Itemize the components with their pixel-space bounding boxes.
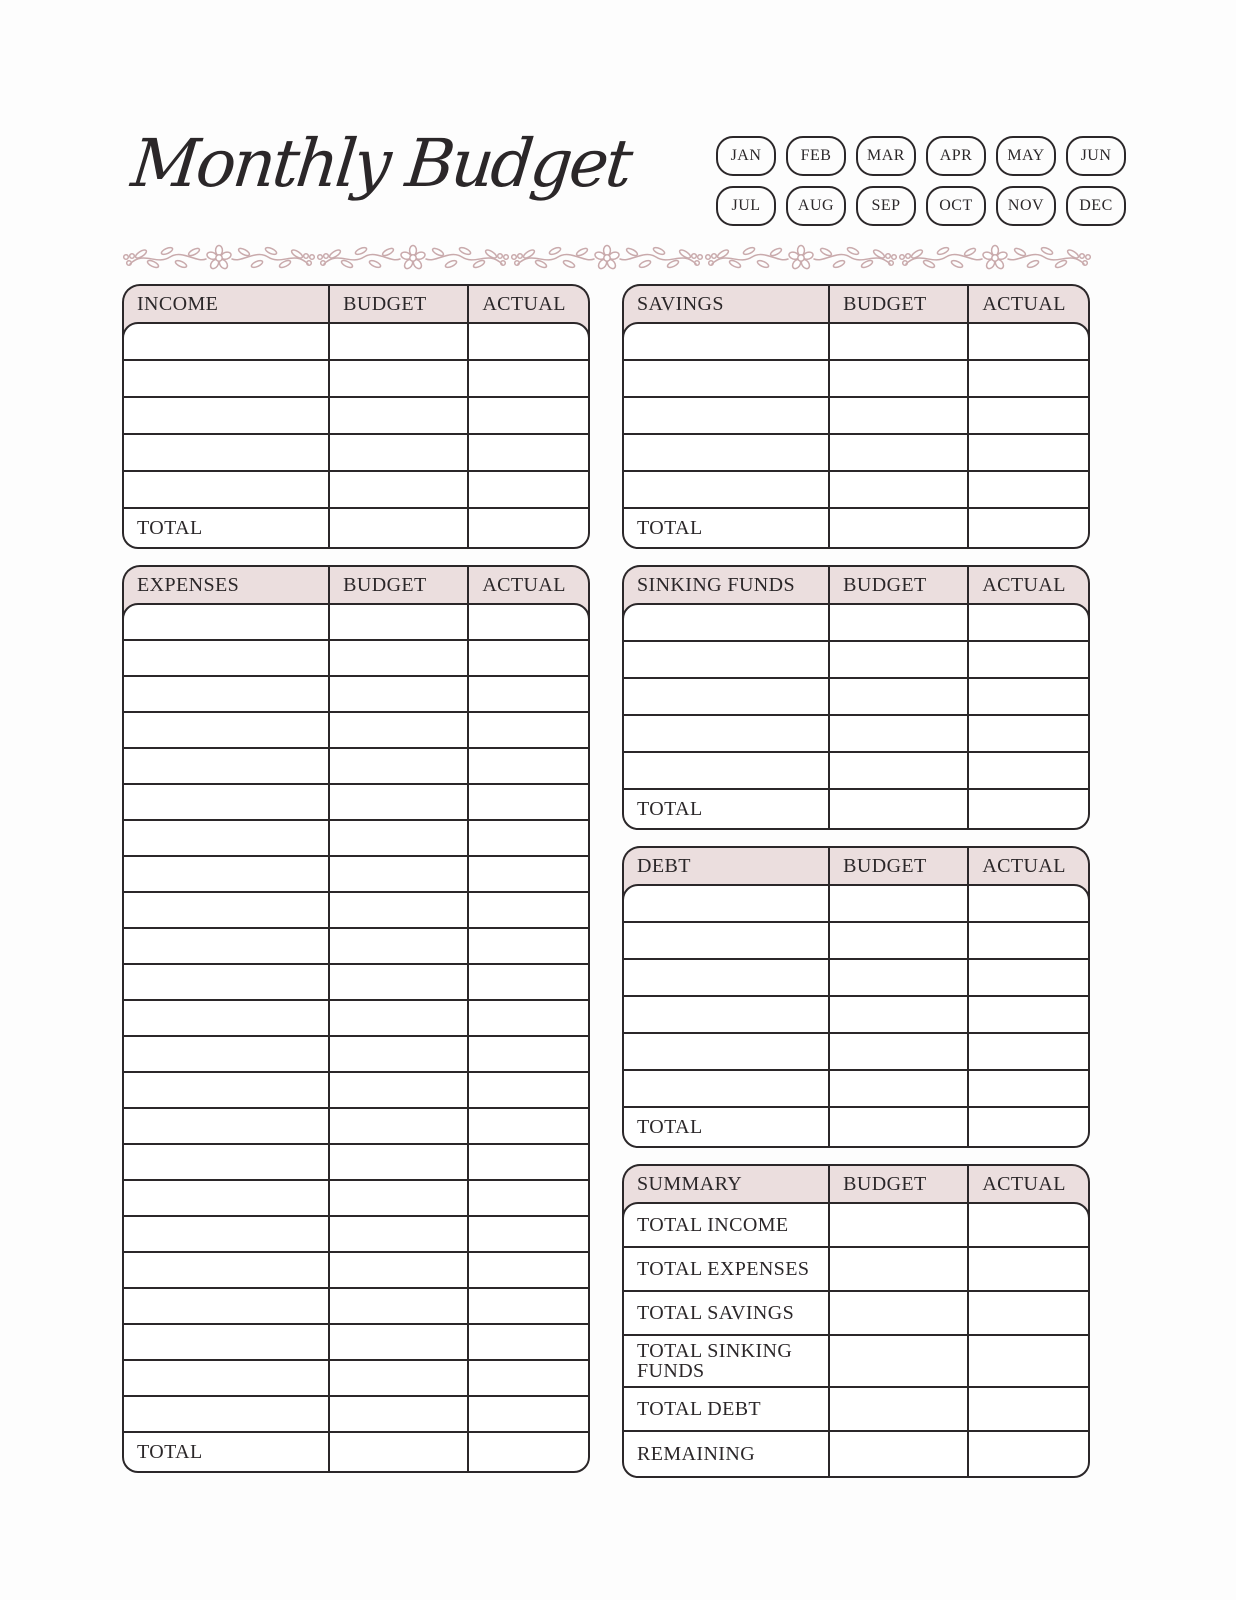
budget-cell[interactable] [828,753,967,788]
actual-cell[interactable] [467,1037,588,1071]
month-pill-sep[interactable]: SEP [856,186,916,226]
total-budget-cell[interactable] [828,1108,967,1146]
left-column [122,284,590,1478]
budget-cell[interactable] [828,997,967,1032]
actual-cell[interactable] [467,893,588,927]
item-name-cell[interactable] [124,1325,328,1359]
expenses-table [122,565,590,1473]
actual-cell[interactable] [967,997,1088,1032]
table-row [624,1034,1088,1071]
actual-cell[interactable] [467,857,588,891]
budget-cell[interactable] [828,605,967,640]
actual-cell[interactable] [467,472,588,507]
total-budget-cell[interactable] [328,509,467,547]
table-row [124,1253,588,1289]
table-row [624,960,1088,997]
budget-cell[interactable] [328,324,467,359]
item-name-cell[interactable] [624,997,828,1032]
summary-table [622,1164,1090,1478]
actual-cell[interactable] [467,929,588,963]
savings-table [622,284,1090,549]
budget-cell[interactable] [328,1217,467,1251]
budget-cell[interactable] [328,605,467,639]
budget-cell[interactable] [828,1432,967,1476]
month-pill-jun[interactable]: JUN [1066,136,1126,176]
budget-cell[interactable] [828,1336,967,1386]
item-name-cell[interactable] [124,713,328,747]
actual-cell[interactable] [467,398,588,433]
table-row [124,749,588,785]
actual-cell[interactable] [467,1109,588,1143]
actual-cell[interactable] [467,1361,588,1395]
table-row [124,821,588,857]
actual-cell[interactable] [967,1071,1088,1106]
table-row [124,857,588,893]
savings-table-body [622,322,1090,549]
table-row [124,1001,588,1037]
actual-cell[interactable] [967,753,1088,788]
total-actual-cell[interactable] [967,509,1088,547]
month-pill-dec[interactable]: DEC [1066,186,1126,226]
budget-cell[interactable] [328,1073,467,1107]
table-row [124,677,588,713]
budget-cell[interactable] [328,893,467,927]
budget-cell[interactable] [328,1289,467,1323]
total-actual-cell[interactable] [967,790,1088,828]
budget-cell[interactable] [828,1071,967,1106]
total-label: TOTAL [637,516,703,539]
actual-cell[interactable] [467,1289,588,1323]
budget-cell[interactable] [828,679,967,714]
budget-cell[interactable] [328,1001,467,1035]
month-pill-feb[interactable]: FEB [786,136,846,176]
actual-cell[interactable] [967,324,1088,359]
item-name-cell[interactable] [124,1109,328,1143]
month-pill-oct[interactable]: OCT [926,186,986,226]
actual-cell[interactable] [467,1145,588,1179]
month-pill-apr[interactable]: APR [926,136,986,176]
table-row [124,1145,588,1181]
summary-row-total-income [624,1204,1088,1248]
table-row [124,605,588,641]
budget-cell[interactable] [328,1109,467,1143]
table-row [124,435,588,472]
expenses-header-label: EXPENSES [137,573,240,596]
actual-cell[interactable] [967,361,1088,396]
total-actual-cell[interactable] [467,1433,588,1471]
budget-cell[interactable] [828,472,967,507]
total-label: TOTAL [637,797,703,820]
table-row [124,893,588,929]
expenses-table-body [122,603,590,1473]
actual-cell[interactable] [967,1388,1088,1430]
table-row [124,1037,588,1073]
page-header [122,0,1113,238]
debt-table-body [622,884,1090,1148]
table-row [124,1397,588,1433]
budget-cell[interactable] [828,923,967,958]
actual-cell[interactable] [967,435,1088,470]
budget-cell[interactable] [328,1037,467,1071]
actual-cell[interactable] [467,1397,588,1431]
budget-cell[interactable] [828,642,967,677]
item-name-cell[interactable] [124,677,328,711]
actual-header-label: ACTUAL [967,567,1088,603]
summary-row-label: TOTAL SAVINGS [637,1301,795,1324]
budget-cell[interactable] [828,1204,967,1246]
budget-cell[interactable] [328,1181,467,1215]
item-name-cell[interactable] [124,398,328,433]
budget-cell[interactable] [828,960,967,995]
item-name-cell[interactable] [124,605,328,639]
month-pill-may[interactable]: MAY [996,136,1056,176]
actual-cell[interactable] [467,1253,588,1287]
budget-cell[interactable] [828,1388,967,1430]
actual-cell[interactable] [467,1001,588,1035]
budget-cell[interactable] [828,1248,967,1290]
actual-cell[interactable] [467,785,588,819]
summary-row-total-sinking-funds [624,1336,1088,1388]
table-row [124,1181,588,1217]
budget-cell[interactable] [328,1145,467,1179]
sinking-funds-table [622,565,1090,830]
item-name-cell[interactable] [624,605,828,640]
actual-cell[interactable] [467,1073,588,1107]
budget-cell[interactable] [328,785,467,819]
table-row [124,929,588,965]
table-row [124,713,588,749]
table-row [624,997,1088,1034]
budget-header-label: BUDGET [828,567,967,603]
budget-header-label: BUDGET [828,848,967,884]
table-row [624,324,1088,361]
actual-cell[interactable] [467,641,588,675]
actual-cell[interactable] [967,1432,1088,1476]
item-name-cell[interactable] [124,1217,328,1251]
item-name-cell[interactable] [624,679,828,714]
budget-cell[interactable] [328,965,467,999]
income-header-label: INCOME [137,292,219,315]
table-row [124,1217,588,1253]
table-row [624,923,1088,960]
actual-cell[interactable] [967,1292,1088,1334]
budget-cell[interactable] [828,886,967,921]
sinking-funds-total-row [624,790,1088,828]
savings-total-row [624,509,1088,547]
table-row [124,472,588,509]
actual-cell[interactable] [967,398,1088,433]
floral-divider [122,242,1108,276]
summary-row-label: TOTAL EXPENSES [637,1257,810,1280]
summary-table-body [622,1202,1090,1478]
table-row [624,642,1088,679]
table-row [624,716,1088,753]
table-row [624,472,1088,509]
item-name-cell[interactable] [124,785,328,819]
month-pill-jul[interactable]: JUL [716,186,776,226]
budget-cell[interactable] [328,1253,467,1287]
item-name-cell[interactable] [124,435,328,470]
budget-cell[interactable] [328,641,467,675]
budget-cell[interactable] [328,677,467,711]
actual-cell[interactable] [467,1325,588,1359]
item-name-cell[interactable] [124,857,328,891]
actual-header-label: ACTUAL [967,848,1088,884]
budget-cell[interactable] [328,472,467,507]
month-pill-jan[interactable]: JAN [716,136,776,176]
item-name-cell[interactable] [124,1253,328,1287]
item-name-cell[interactable] [624,716,828,751]
actual-cell[interactable] [967,1336,1088,1386]
item-name-cell[interactable] [124,1289,328,1323]
actual-cell[interactable] [467,965,588,999]
month-pill-aug[interactable]: AUG [786,186,846,226]
item-name-cell[interactable] [624,923,828,958]
budget-cell[interactable] [328,1325,467,1359]
table-row [124,1109,588,1145]
item-name-cell[interactable] [124,749,328,783]
floral-divider-icon [122,242,1092,276]
table-row [624,435,1088,472]
item-name-cell[interactable] [124,1397,328,1431]
actual-cell[interactable] [967,960,1088,995]
total-actual-cell[interactable] [967,1108,1088,1146]
total-label: TOTAL [137,516,203,539]
budget-cell[interactable] [328,713,467,747]
budget-cell[interactable] [328,857,467,891]
budget-header-label: BUDGET [828,1166,967,1202]
table-row [624,398,1088,435]
item-name-cell[interactable] [124,821,328,855]
income-total-row [124,509,588,547]
budget-cell[interactable] [328,1397,467,1431]
item-name-cell[interactable] [124,1361,328,1395]
actual-cell[interactable] [467,1217,588,1251]
actual-cell[interactable] [967,605,1088,640]
budget-header-label: BUDGET [328,567,467,603]
total-label: TOTAL [137,1440,203,1463]
item-name-cell[interactable] [124,1001,328,1035]
table-row [124,641,588,677]
actual-cell[interactable] [467,749,588,783]
actual-cell[interactable] [967,679,1088,714]
table-row [624,753,1088,790]
table-row [124,1361,588,1397]
debt-total-row [624,1108,1088,1146]
expenses-total-row [124,1433,588,1471]
income-table [122,284,590,549]
table-row [624,886,1088,923]
item-name-cell[interactable] [624,642,828,677]
table-row [124,965,588,1001]
summary-row-label: TOTAL DEBT [637,1397,762,1420]
table-row [624,1071,1088,1108]
item-name-cell[interactable] [124,965,328,999]
budget-cell[interactable] [328,398,467,433]
item-name-cell[interactable] [124,1145,328,1179]
item-name-cell[interactable] [624,1071,828,1106]
item-name-cell[interactable] [124,324,328,359]
sinking-funds-header-label: SINKING FUNDS [637,573,795,596]
item-name-cell[interactable] [624,1034,828,1069]
table-row [124,398,588,435]
budget-cell[interactable] [828,1292,967,1334]
budget-cell[interactable] [828,361,967,396]
item-name-cell[interactable] [124,893,328,927]
table-row [124,1289,588,1325]
summary-row-total-expenses [624,1248,1088,1292]
item-name-cell[interactable] [624,472,828,507]
actual-cell[interactable] [967,716,1088,751]
budget-cell[interactable] [828,1034,967,1069]
income-table-body [122,322,590,549]
budget-cell[interactable] [328,435,467,470]
total-budget-cell[interactable] [328,1433,467,1471]
actual-header-label: ACTUAL [967,1166,1088,1202]
page-title: Monthly Budget [127,125,634,202]
item-name-cell[interactable] [124,472,328,507]
actual-cell[interactable] [467,713,588,747]
table-row [124,361,588,398]
budget-cell[interactable] [828,435,967,470]
budget-cell[interactable] [828,398,967,433]
actual-cell[interactable] [467,605,588,639]
table-row [124,324,588,361]
actual-cell[interactable] [967,472,1088,507]
budget-cell[interactable] [328,749,467,783]
item-name-cell[interactable] [624,753,828,788]
actual-cell[interactable] [967,642,1088,677]
actual-cell[interactable] [467,435,588,470]
summary-row-label: TOTAL SINKING FUNDS [637,1339,793,1382]
table-row [124,785,588,821]
month-selector [716,136,1126,226]
budget-cell[interactable] [328,821,467,855]
actual-cell[interactable] [467,361,588,396]
item-name-cell[interactable] [624,361,828,396]
total-label: TOTAL [637,1115,703,1138]
actual-cell[interactable] [967,1204,1088,1246]
total-budget-cell[interactable] [828,509,967,547]
item-name-cell[interactable] [124,1181,328,1215]
actual-cell[interactable] [967,886,1088,921]
summary-row-label: REMAINING [637,1442,756,1465]
total-budget-cell[interactable] [828,790,967,828]
budget-cell[interactable] [828,324,967,359]
budget-header-label: BUDGET [328,286,467,322]
table-row [624,679,1088,716]
item-name-cell[interactable] [624,960,828,995]
actual-cell[interactable] [467,677,588,711]
item-name-cell[interactable] [124,929,328,963]
debt-header-label: DEBT [637,854,691,877]
savings-header-label: SAVINGS [637,292,724,315]
month-pill-nov[interactable]: NOV [996,186,1056,226]
right-column [622,284,1090,1478]
table-row [124,1073,588,1109]
month-pill-mar[interactable]: MAR [856,136,916,176]
summary-row-total-savings [624,1292,1088,1336]
summary-header-label: SUMMARY [637,1172,743,1195]
item-name-cell[interactable] [624,435,828,470]
item-name-cell[interactable] [624,398,828,433]
table-row [624,605,1088,642]
total-actual-cell[interactable] [467,509,588,547]
item-name-cell[interactable] [624,324,828,359]
actual-header-label: ACTUAL [467,567,588,603]
tables-area [122,284,1108,1478]
budget-header-label: BUDGET [828,286,967,322]
table-row [624,361,1088,398]
table-row [124,1325,588,1361]
item-name-cell[interactable] [124,1073,328,1107]
item-name-cell[interactable] [124,1037,328,1071]
budget-cell[interactable] [328,361,467,396]
actual-cell[interactable] [967,923,1088,958]
item-name-cell[interactable] [124,361,328,396]
item-name-cell[interactable] [624,886,828,921]
actual-cell[interactable] [467,821,588,855]
summary-row-label: TOTAL INCOME [637,1213,789,1236]
summary-row-total-debt [624,1388,1088,1432]
budget-cell[interactable] [328,1361,467,1395]
debt-table [622,846,1090,1148]
actual-cell[interactable] [967,1034,1088,1069]
sinking-funds-table-body [622,603,1090,830]
actual-cell[interactable] [467,324,588,359]
budget-cell[interactable] [828,716,967,751]
summary-row-remaining [624,1432,1088,1476]
actual-header-label: ACTUAL [967,286,1088,322]
actual-header-label: ACTUAL [467,286,588,322]
actual-cell[interactable] [467,1181,588,1215]
item-name-cell[interactable] [124,641,328,675]
actual-cell[interactable] [967,1248,1088,1290]
budget-cell[interactable] [328,929,467,963]
